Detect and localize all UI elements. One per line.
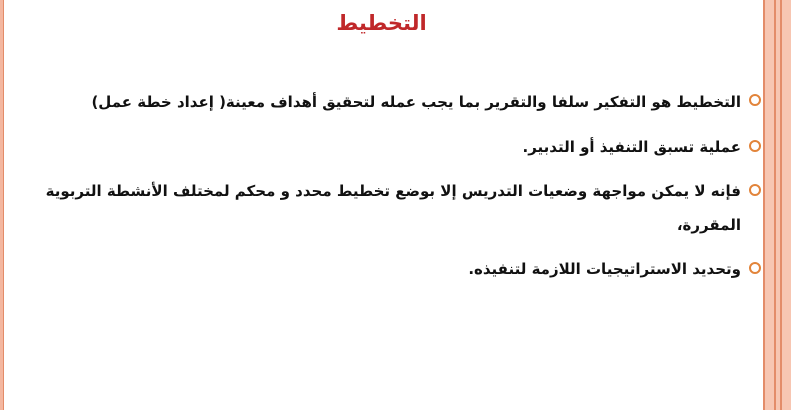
circle-bullet-icon xyxy=(749,184,761,196)
list-item xyxy=(10,252,761,286)
bullet-text: فإنه لا يمكن مواجهة وضعيات التدريس إلا بوضع تخطيط محدد و محكم لمختلف الأنشطة التربوية المقررة، xyxy=(45,182,741,234)
bullet-text: عملية تسبق التنفيذ أو التدبير. xyxy=(522,138,741,156)
list-item xyxy=(10,84,761,120)
border-line xyxy=(780,0,782,410)
circle-bullet-icon xyxy=(749,140,761,152)
bullet-list xyxy=(10,84,761,296)
circle-bullet-icon xyxy=(749,94,761,106)
slide-left-border xyxy=(0,0,4,410)
bullet-text: وتحديد الاستراتيجيات اللازمة لتنفيذه. xyxy=(468,260,741,278)
circle-bullet-icon xyxy=(749,262,761,274)
slide-right-border xyxy=(763,0,791,410)
list-item xyxy=(10,130,761,164)
slide-title: التخطيط xyxy=(336,11,427,35)
list-item xyxy=(10,174,761,242)
bullet-text: التخطيط هو التفكير سلفا والتقرير بما يجب عمله لتحقيق أهداف معينة( إعداد خطة عمل) xyxy=(91,93,741,111)
border-line xyxy=(774,0,776,410)
